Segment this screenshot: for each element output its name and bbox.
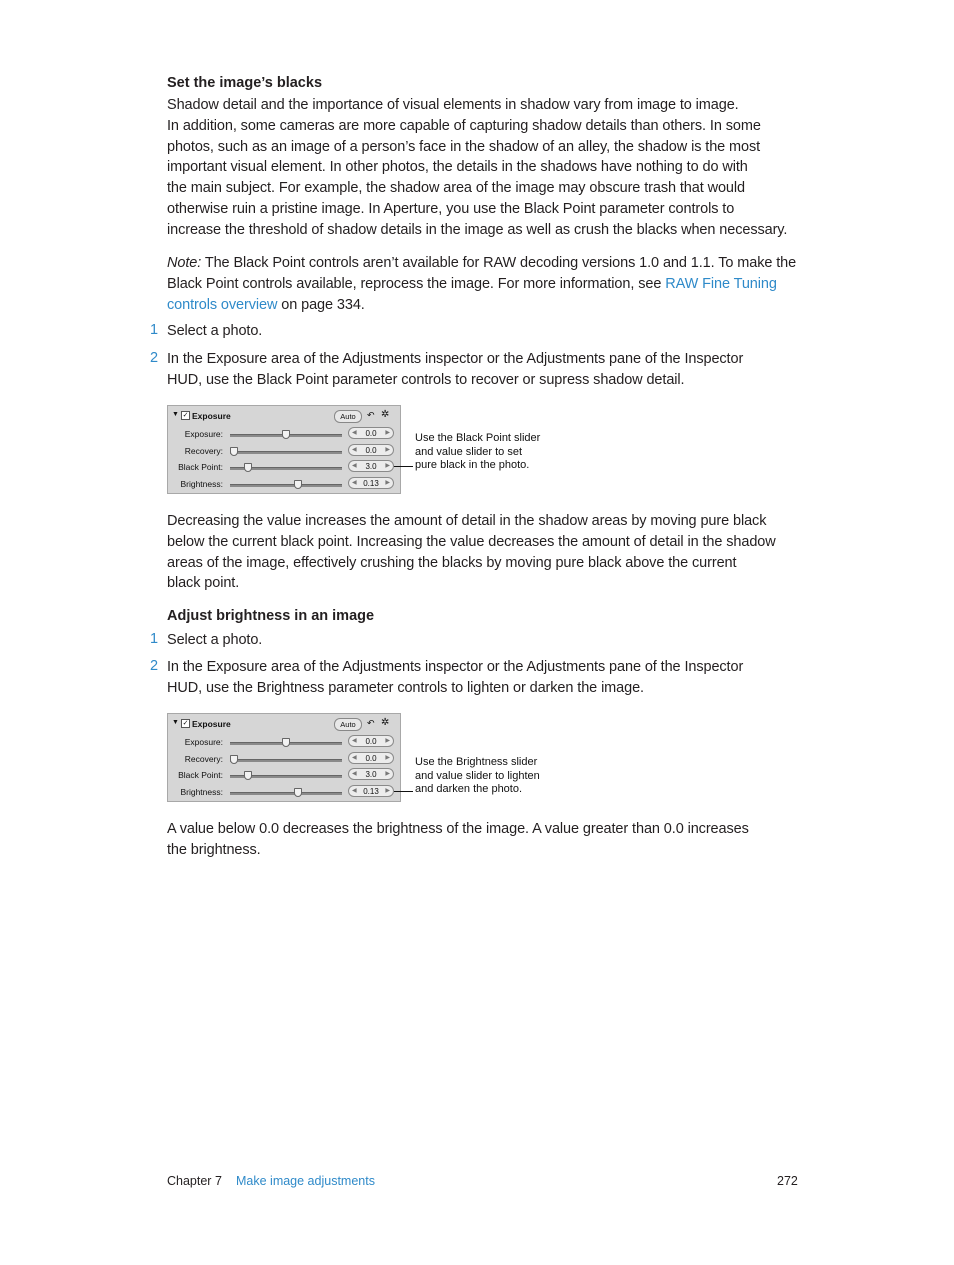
row-label: Black Point: [178,770,223,780]
slider-track[interactable] [230,792,342,795]
exposure-checkbox[interactable]: ✓ [182,412,189,419]
black-point-row [168,459,402,475]
recovery-row [168,751,402,767]
arrow-right-icon[interactable]: ▶ [385,755,390,761]
value-slider[interactable] [348,477,394,489]
auto-button[interactable]: Auto [334,718,362,731]
exposure-checkbox[interactable]: ✓ [182,720,189,727]
slider-track[interactable] [230,451,342,454]
row-label: Black Point: [178,462,223,472]
arrow-left-icon[interactable]: ◀ [352,463,357,469]
step-number: 1 [150,631,159,647]
step-number: 2 [150,658,159,674]
exposure-title: Exposure [192,411,231,421]
row-label: Brightness: [180,787,223,797]
gear-icon[interactable]: ✲ [381,409,390,420]
note-text: Black Point controls available, reprocess the image. For more information, see [167,275,666,292]
step-line: In the Exposure area of the Adjustments inspector or the Adjustments pane of the Inspector [167,659,744,675]
callout-leader-line [394,466,413,467]
value-slider[interactable] [348,460,394,472]
arrow-left-icon[interactable]: ◀ [352,788,357,794]
arrow-right-icon[interactable]: ▶ [385,430,390,436]
arrow-left-icon[interactable]: ◀ [352,738,357,744]
arrow-right-icon[interactable]: ▶ [385,480,390,486]
arrow-right-icon[interactable]: ▶ [385,771,390,777]
slider-track[interactable] [230,759,342,762]
row-label: Brightness: [180,479,223,489]
value-text: 0.0 [365,737,377,746]
arrow-right-icon[interactable]: ▶ [385,447,390,453]
step-text [167,349,817,391]
step-line: In the Exposure area of the Adjustments inspector or the Adjustments pane of the Inspector [167,351,744,367]
row-label: Recovery: [184,754,223,764]
arrow-right-icon[interactable]: ▶ [385,463,390,469]
slider-knob[interactable] [244,771,252,780]
arrow-left-icon[interactable]: ◀ [352,755,357,761]
callout-line: and darken the photo. [415,783,523,795]
arrow-left-icon[interactable]: ◀ [352,480,357,486]
callout-leader-line [394,791,413,792]
value-text: 0.0 [365,754,377,763]
para-line: black point. [167,575,240,592]
raw-fine-tuning-link[interactable]: RAW Fine Tuning [665,275,777,292]
slider-knob[interactable] [282,738,290,747]
para-line: increase the threshold of shadow details in the image as well as crush the blacks when necessary. [167,221,788,238]
reset-icon[interactable]: ↶ [367,410,375,420]
exposure-panel [167,405,401,494]
exposure-row [168,734,402,750]
step-line: HUD, use the Black Point parameter controls to recover or supress shadow detail. [167,371,685,388]
section-heading-blacks: Set the image’s blacks [167,75,323,91]
footer-chapter-link[interactable]: Make image adjustments [236,1174,375,1188]
value-text: 0.13 [363,479,379,488]
value-slider[interactable] [348,768,394,780]
value-text: 3.0 [365,770,377,779]
controls-overview-link[interactable]: controls overview [167,296,278,313]
value-slider[interactable] [348,427,394,439]
value-text: 0.0 [365,429,377,438]
callout-line: Use the Brightness slider [415,756,538,768]
arrow-right-icon[interactable]: ▶ [385,788,390,794]
footer-chapter: Chapter 7 [167,1174,222,1188]
slider-track[interactable] [230,484,342,487]
exposure-title: Exposure [192,719,231,729]
para-line: photos, such as an image of a person’s face in the shadow of an alley, the shadow is the most [167,138,761,155]
blacks-after-paragraph [167,511,817,594]
para-line: In addition, some cameras are more capable of capturing shadow details than others. In some [167,117,761,134]
para-line: the brightness. [167,841,261,858]
step-line: HUD, use the Brightness parameter controls to lighten or darken the image. [167,679,644,696]
arrow-left-icon[interactable]: ◀ [352,771,357,777]
section-heading-brightness: Adjust brightness in an image [167,608,375,624]
callout-line: pure black in the photo. [415,459,530,471]
callout-line: Use the Black Point slider [415,432,541,444]
blacks-paragraph [167,95,817,241]
note-text: The Black Point controls aren’t available for RAW decoding versions 1.0 and 1.1. To make the [201,255,797,271]
arrow-left-icon[interactable]: ◀ [352,447,357,453]
recovery-row [168,443,402,459]
callout-line: and value slider to lighten [415,769,540,782]
gear-icon[interactable]: ✲ [381,717,390,728]
brightness-after-paragraph [167,819,817,861]
callout-line: and value slider to set [415,445,523,458]
para-line: areas of the image, effectively crushing the blacks by moving pure black above the current [167,554,737,571]
row-label: Exposure: [184,429,223,439]
slider-track[interactable] [230,467,342,470]
para-line: the main subject. For example, the shadow area of the image may obscure trash that would [167,180,745,197]
slider-knob[interactable] [230,447,238,456]
row-label: Recovery: [184,446,223,456]
step-text: Select a photo. [167,323,263,339]
reset-icon[interactable]: ↶ [367,718,375,728]
exposure-header [168,716,402,732]
value-slider[interactable] [348,444,394,456]
para-line: below the current black point. Increasing the value decreases the amount of detail in the shadow [167,533,776,550]
exposure-panel [167,713,401,802]
step-text: Select a photo. [167,632,263,648]
exposure-row [168,426,402,442]
brightness-row [168,784,402,800]
row-label: Exposure: [184,737,223,747]
value-text: 0.0 [365,446,377,455]
value-slider[interactable] [348,785,394,797]
page-number: 272 [777,1174,798,1188]
note-label: Note: [167,255,202,271]
slider-track[interactable] [230,775,342,778]
para-line: A value below 0.0 decreases the brightness of the image. A value greater than 0.0 increases [167,821,749,837]
slider-track[interactable] [230,742,342,745]
slider-knob[interactable] [294,480,302,489]
black-point-row [168,767,402,783]
auto-button[interactable]: Auto [334,410,362,423]
slider-track[interactable] [230,434,342,437]
callout-brightness [415,756,540,797]
slider-knob[interactable] [294,788,302,797]
disclosure-triangle-icon[interactable]: ▼ [172,719,179,726]
callout-black-point [415,432,540,473]
arrow-right-icon[interactable]: ▶ [385,738,390,744]
note-block [167,253,817,315]
disclosure-triangle-icon[interactable]: ▼ [172,411,179,418]
step-number: 2 [150,350,159,366]
para-line: Shadow detail and the importance of visual elements in shadow vary from image to image. [167,97,739,113]
arrow-left-icon[interactable]: ◀ [352,430,357,436]
brightness-row [168,476,402,492]
exposure-header [168,408,402,424]
value-text: 0.13 [363,787,379,796]
step-number: 1 [150,322,159,338]
note-text: on page 334. [277,296,365,313]
para-line: Decreasing the value increases the amount of detail in the shadow areas by moving pure black [167,513,767,529]
slider-knob[interactable] [230,755,238,764]
value-slider[interactable] [348,752,394,764]
slider-knob[interactable] [282,430,290,439]
slider-knob[interactable] [244,463,252,472]
value-slider[interactable] [348,735,394,747]
para-line: otherwise ruin a pristine image. In Aperture, you use the Black Point parameter controls to [167,200,735,217]
para-line: important visual element. In other photos, the details in the shadows have nothing to do with [167,159,748,176]
step-text [167,657,817,699]
value-text: 3.0 [365,462,377,471]
